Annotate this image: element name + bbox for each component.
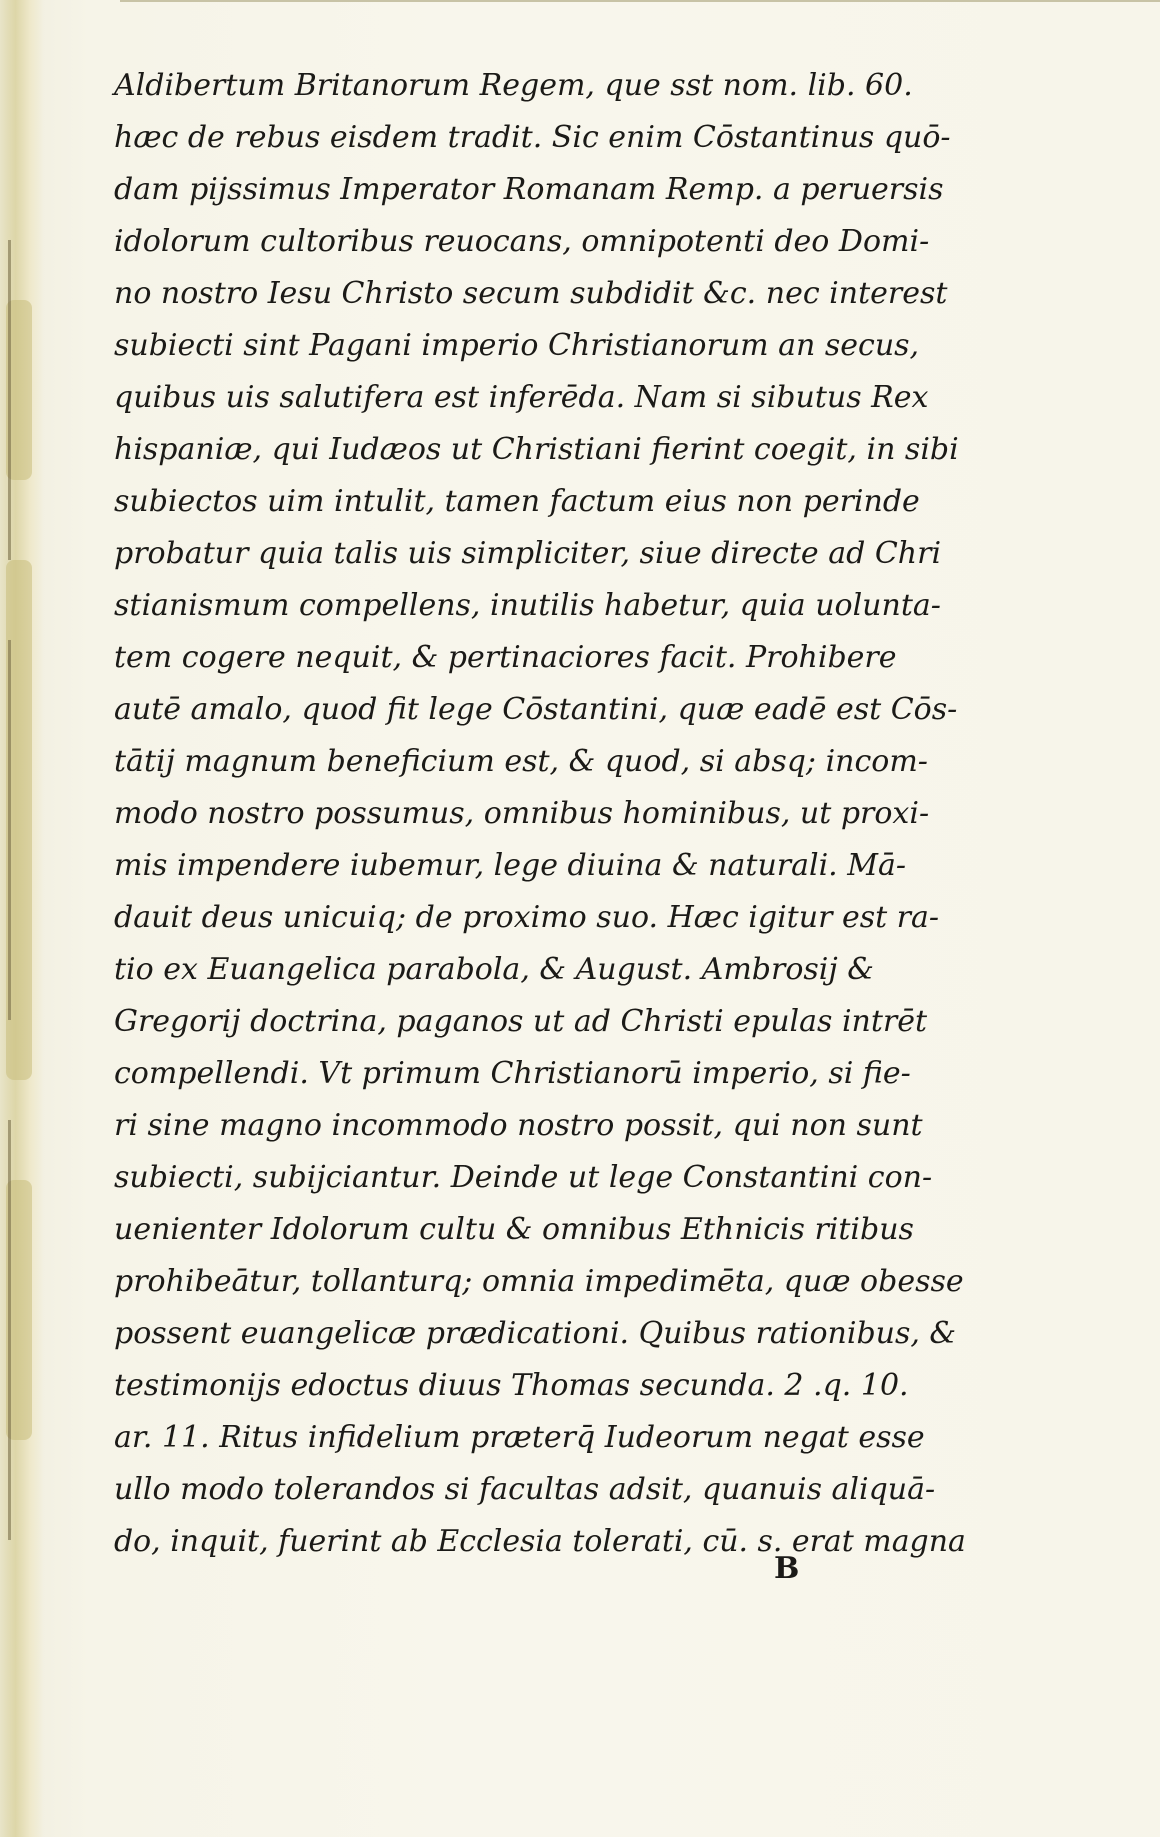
text-line: tātij magnum beneficium est, & quod, si absq; incom- — [114, 744, 928, 779]
text-line: ri sine magno incommodo nostro possit, qui non sunt — [114, 1108, 923, 1143]
text-line: probatur quia talis uis simpliciter, siue directe ad Chri — [114, 536, 942, 571]
signature-mark: B — [774, 1551, 800, 1586]
text-line: autē amalo, quod fit lege Cōstantini, quæ eadē est Cōs- — [114, 692, 958, 727]
edge-shadow — [8, 240, 11, 560]
text-line: testimonijs edoctus diuus Thomas secunda. 2 .q. 10. — [114, 1368, 909, 1403]
text-line: dauit deus unicuiq; de proximo suo. Hæc igitur est ra- — [114, 900, 940, 935]
text-line: dam pijssimus Imperator Romanam Remp. a peruersis — [114, 172, 944, 207]
top-edge — [120, 0, 1160, 2]
body-text — [114, 60, 966, 1560]
edge-shadow — [8, 1120, 11, 1540]
text-line: idolorum cultoribus reuocans, omnipotenti deo Domi- — [114, 224, 930, 259]
text-line: stianismum compellens, inutilis habetur, quia uolunta- — [114, 588, 941, 623]
text-line: mis impendere iubemur, lege diuina & naturali. Mā- — [114, 848, 906, 883]
text-line: tio ex Euangelica parabola, & August. Ambrosij & — [114, 952, 874, 987]
text-line: Aldibertum Britanorum Regem, que sst nom. lib. 60. — [114, 68, 913, 103]
text-line: no nostro Iesu Christo secum subdidit &c. nec interest — [114, 276, 948, 311]
text-line: subiecti sint Pagani imperio Christianorum an secus, — [114, 328, 920, 363]
text-line: possent euangelicæ prædicationi. Quibus rationibus, & — [114, 1316, 957, 1351]
text-line: hispaniæ, qui Iudæos ut Christiani fierint coegit, in sibi — [114, 432, 959, 467]
text-line: uenienter Idolorum cultu & omnibus Ethnicis ritibus — [114, 1212, 914, 1247]
text-line: hæc de rebus eisdem tradit. Sic enim Cōstantinus quō- — [114, 120, 951, 155]
text-line: tem cogere nequit, & pertinaciores facit. Prohibere — [114, 640, 897, 675]
text-line: compellendi. Vt primum Christianorū imperio, si fie- — [114, 1056, 911, 1091]
edge-shadow — [8, 640, 11, 1020]
text-line: prohibeātur, tollanturq; omnia impedimēta, quæ obesse — [114, 1264, 964, 1299]
text-line: subiectos uim intulit, tamen factum eius non perinde — [114, 484, 920, 519]
text-line: quibus uis salutifera est inferēda. Nam si sibutus Rex — [114, 380, 929, 415]
text-line: subiecti, subijciantur. Deinde ut lege Constantini con- — [114, 1160, 933, 1195]
text-line: ar. 11. Ritus infidelium præterq̄ Iudeorum negat esse — [114, 1420, 925, 1455]
text-line: do, inquit, fuerint ab Ecclesia tolerati, cū. s. erat magna — [114, 1524, 966, 1559]
text-line: ullo modo tolerandos si facultas adsit, quanuis aliquā- — [114, 1472, 936, 1507]
text-line: Gregorij doctrina, paganos ut ad Christi epulas intrēt — [114, 1004, 928, 1039]
text-line: modo nostro possumus, omnibus hominibus, ut proxi- — [114, 796, 930, 831]
